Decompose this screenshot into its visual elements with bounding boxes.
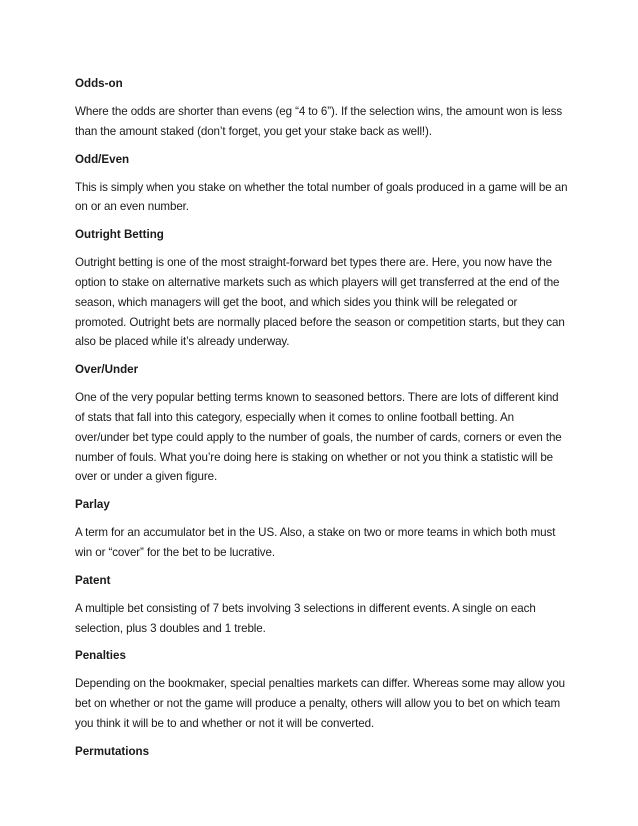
section-outright-betting: [75, 227, 568, 352]
section-heading: Permutations: [75, 744, 150, 758]
section-body: One of the very popular betting terms known to seasoned bettors. There are lots of different kind of stats that fall into this category, especially when it comes to online football betting. An over/under bet type could apply to the number of goals, the number of cards, corners or even the number of fouls. What you’re doing here is staking on whether or not you think a statistic will be over or under a given figure.: [75, 391, 562, 484]
section-heading: Odds-on: [75, 77, 123, 90]
section-patent: [75, 573, 568, 639]
section-body: A term for an accumulator bet in the US. Also, a stake on two or more teams in which both must win or “cover” for the bet to be lucrative.: [75, 526, 556, 559]
section-heading: Odd/Even: [75, 152, 130, 166]
section-heading: Parlay: [75, 498, 110, 512]
section-body: Outright betting is one of the most straight-forward bet types there are. Here, you now have the option to stake on alternative markets such as which players will get transferred at the end of the season, which managers will get the boot, and which sides you think will be relegated or promoted. Outright bets are normally placed before the season or competition starts, but they can also be placed while it’s already underway.: [75, 256, 565, 349]
section-parlay: [75, 497, 568, 563]
section-permutations: [75, 744, 568, 760]
section-heading: Penalties: [75, 649, 126, 663]
section-penalties: [75, 648, 568, 733]
section-body: Depending on the bookmaker, special penalties markets can differ. Whereas some may allow you bet on whether or not the game will produce a penalty, others will allow you to bet on which team you think it will be to and whether or not it will be converted.: [75, 677, 566, 730]
section-odd-even: [75, 152, 568, 218]
section-heading: Patent: [75, 573, 111, 587]
section-heading: Outright Betting: [75, 228, 164, 242]
section-odds-on: [75, 76, 568, 142]
section-body: This is simply when you stake on whether the total number of goals produced in a game will be an on or an even number.: [75, 180, 568, 214]
section-body: Where the odds are shorter than evens (eg “4 to 6”). If the selection wins, the amount won is less than the amount staked (don’t forget, you get your stake back as well!).: [75, 105, 563, 138]
section-body: A multiple bet consisting of 7 bets involving 3 selections in different events. A single on each selection, plus 3 doubles and 1 treble.: [75, 601, 536, 635]
section-over-under: [75, 362, 568, 487]
section-heading: Over/Under: [75, 363, 139, 377]
